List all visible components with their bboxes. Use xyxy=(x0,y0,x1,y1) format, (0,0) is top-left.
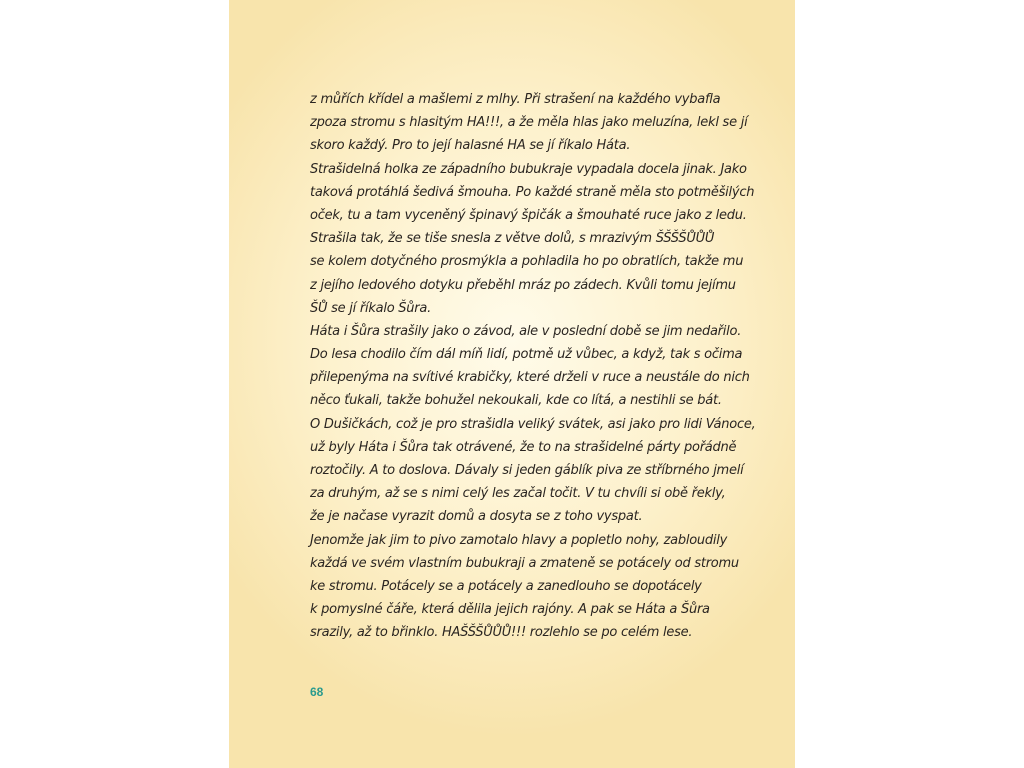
text-line: se kolem dotyčného prosmýkla a pohladila ho po obratlích, takže mu xyxy=(310,254,744,270)
text-line: Strašila tak, že se tiše snesla z větve dolů, s mrazivým ŠŠŠŠŮŮŮ xyxy=(310,231,715,247)
text-line: Do lesa chodilo čím dál míň lidí, potmě už vůbec, a když, tak s očima xyxy=(310,347,743,363)
text-line: srazily, až to břinklo. HAŠŠŠŮŮŮ!!! rozlehlo se po celém lese. xyxy=(310,625,693,641)
page-number: 68 xyxy=(310,685,324,699)
text-line: O Dušičkách, což je pro strašidla veliký svátek, asi jako pro lidi Vánoce, xyxy=(310,416,756,432)
text-line: že je načase vyrazit domů a dosyta se z toho vyspat. xyxy=(310,509,643,525)
text-line: skoro každý. Pro to její halasné HA se jí říkalo Háta. xyxy=(310,138,631,154)
text-line: už byly Háta i Šůra tak otrávené, že to na strašidelné párty pořádně xyxy=(310,439,737,455)
text-line: zpoza stromu s hlasitým HA!!!, a že měla hlas jako meluzína, lekl se jí xyxy=(310,115,748,131)
text-line: ŠŮ se jí říkalo Šůra. xyxy=(310,300,431,316)
text-line: taková protáhlá šedivá šmouha. Po každé straně měla sto potměšilých xyxy=(310,184,755,200)
text-line: něco ťukali, takže bohužel nekoukali, kde co lítá, a nestihli se bát. xyxy=(310,393,722,409)
text-line: roztočily. A to doslova. Dávaly si jeden gáblík piva ze stříbrného jmelí xyxy=(310,463,744,478)
text-line: z jejího ledového dotyku přeběhl mráz po zádech. Kvůli tomu jejímu xyxy=(310,277,736,293)
text-line: oček, tu a tam vyceněný špinavý špičák a šmouhaté ruce jako z ledu. xyxy=(310,207,747,223)
text-line: každá ve svém vlastním bubukraji a zmateně se potácely od stromu xyxy=(310,555,739,571)
text-line: ke stromu. Potácely se a potácely a zanedlouho se dopotácely xyxy=(310,578,702,594)
text-line: Jenomže jak jim to pivo zamotalo hlavy a popletlo nohy, zabloudily xyxy=(310,532,728,548)
text-line: z můřích křídel a mašlemi z mlhy. Při strašení na každého vybafla xyxy=(310,92,721,107)
story-text xyxy=(310,88,780,645)
text-line: k pomyslné čáře, která dělila jejich rajóny. A pak se Háta a Šůra xyxy=(310,602,710,618)
text-line: Háta i Šůra strašily jako o závod, ale v poslední době se jim nedařilo. xyxy=(310,323,742,339)
text-line: za druhým, až se s nimi celý les začal točit. V tu chvíli si obě řekly, xyxy=(310,486,726,502)
text-line: Strašidelná holka ze západního bubukraje vypadala docela jinak. Jako xyxy=(310,161,747,177)
text-line: přilepenýma na svítivé krabičky, které drželi v ruce a neustále do nich xyxy=(310,370,750,386)
book-page xyxy=(229,0,795,768)
